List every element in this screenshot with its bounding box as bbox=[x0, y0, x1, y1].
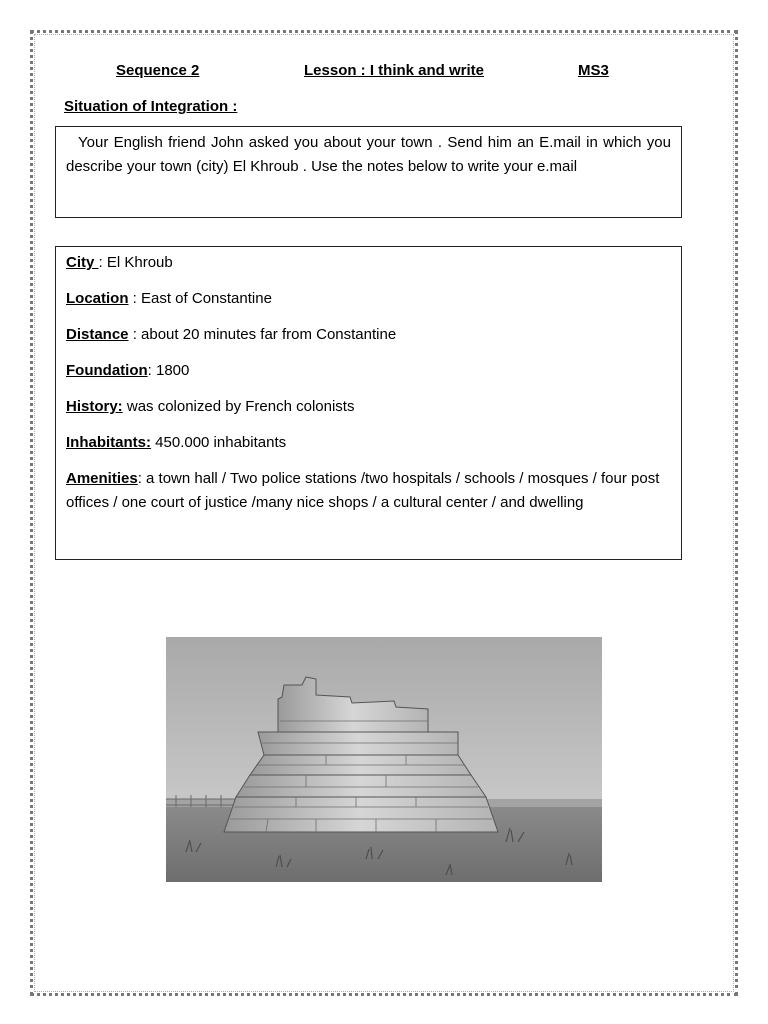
note-history bbox=[66, 395, 671, 419]
note-label: Location bbox=[66, 290, 129, 307]
lesson-label: Lesson : I think and write bbox=[304, 62, 485, 79]
monument-photo bbox=[166, 637, 602, 882]
note-value: : El Khroub bbox=[98, 254, 173, 271]
note-value: : 1800 bbox=[147, 362, 190, 379]
task-instructions-box bbox=[55, 126, 682, 218]
note-label: Inhabitants: bbox=[66, 434, 151, 451]
note-amenities bbox=[66, 467, 671, 515]
note-label: Foundation bbox=[66, 362, 148, 379]
note-location bbox=[66, 287, 671, 311]
note-label: Distance bbox=[66, 326, 129, 343]
note-value: : a town hall / Two police stations /two hospitals / schools / mosques / four post offices / one court of justice /many nice shops / a cultural center / and dwelling bbox=[66, 470, 660, 511]
note-distance bbox=[66, 323, 671, 347]
note-label: Amenities bbox=[66, 470, 138, 487]
note-inhabitants bbox=[66, 431, 671, 455]
level-label: MS3 bbox=[578, 62, 609, 79]
note-value: : about 20 minutes far from Constantine bbox=[128, 326, 397, 343]
lesson-header bbox=[0, 62, 768, 82]
notes-box bbox=[55, 246, 682, 560]
note-value: was colonized by French colonists bbox=[122, 398, 355, 415]
note-label: City bbox=[66, 254, 99, 271]
task-instructions-text: Your English friend John asked you about your town . Send him an E.mail in which you describe your town (city) El Khroub . Use the notes below to write your e.mail bbox=[66, 134, 671, 175]
note-city bbox=[66, 251, 671, 275]
sequence-label: Sequence 2 bbox=[116, 62, 200, 79]
note-value: : East of Constantine bbox=[128, 290, 272, 307]
note-label: History: bbox=[66, 398, 123, 415]
situation-title: Situation of Integration : bbox=[64, 98, 238, 115]
note-value: 450.000 inhabitants bbox=[151, 434, 287, 451]
note-foundation bbox=[66, 359, 671, 383]
